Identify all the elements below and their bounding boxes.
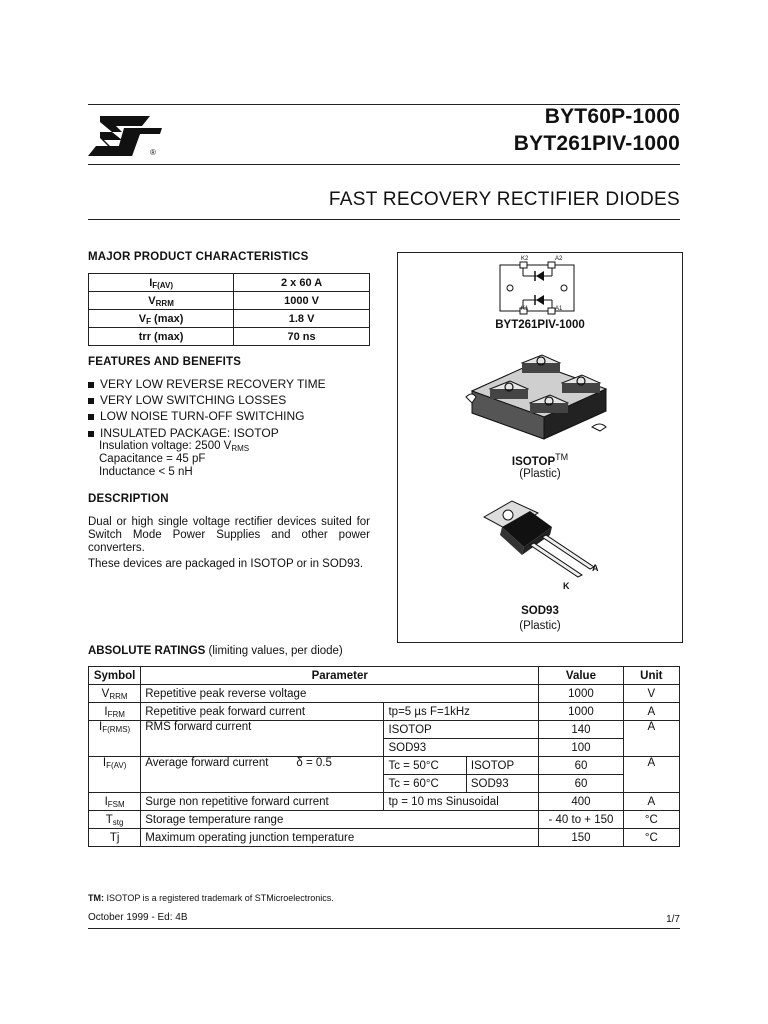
table-row	[89, 310, 370, 328]
st-logo	[88, 110, 168, 167]
row-condition: Tc = 50°C	[384, 757, 466, 775]
row-symbol: $I_{FSM}$	[89, 793, 141, 811]
row-symbol: $V_{RRM}$	[89, 685, 141, 703]
header-bottom-rule	[88, 164, 680, 165]
char-value: 1000 V	[234, 292, 370, 310]
row-value: - 40 to + 150	[539, 811, 623, 829]
feature-item: LOW NOISE TURN-OFF SWITCHING	[88, 409, 304, 423]
row-value: 140	[539, 721, 623, 739]
isotop-label: ISOTOP™	[511, 452, 569, 468]
bullet-icon	[88, 398, 94, 404]
bullet-icon	[88, 431, 94, 437]
table-row	[89, 829, 680, 847]
row-unit: A	[623, 721, 679, 757]
sod-pin-label-k: K	[563, 581, 570, 591]
row-value: 1000	[539, 703, 623, 721]
row-condition: tp=5 µs F=1kHz	[384, 703, 539, 721]
edition-date: October 1999 - Ed: 4B	[88, 912, 188, 923]
header-parameter: Parameter	[141, 667, 539, 685]
major-characteristics-table	[88, 273, 370, 346]
table-row	[89, 328, 370, 346]
major-characteristics-heading: MAJOR PRODUCT CHARACTERISTICS	[88, 251, 309, 263]
part-number-1: BYT60P-1000	[544, 105, 680, 128]
row-condition: tp = 10 ms Sinusoidal	[384, 793, 539, 811]
row-parameter: Surge non repetitive forward current	[141, 793, 384, 811]
isotop-type: (Plastic)	[519, 468, 561, 480]
bullet-icon	[88, 382, 94, 388]
char-value: 2 x 60 A	[234, 274, 370, 292]
feature-capacitance: Capacitance = 45 pF	[99, 453, 206, 465]
registered-mark: ®	[150, 148, 156, 157]
table-row	[89, 703, 680, 721]
row-unit: A	[623, 703, 679, 721]
header-unit: Unit	[623, 667, 679, 685]
feature-insulation-voltage: Insulation voltage: 2500 $V_{RMS}$	[99, 440, 250, 453]
row-symbol: $I_{FRM}$	[89, 703, 141, 721]
description-paragraph-2: These devices are packaged in ISOTOP or in SOD93.	[88, 558, 364, 570]
row-symbol: $T_{stg}$	[89, 811, 141, 829]
absolute-ratings-table	[88, 666, 680, 847]
row-condition: Tc = 60°C	[384, 775, 466, 793]
row-value: 60	[539, 757, 623, 775]
row-unit: V	[623, 685, 679, 703]
schematic-label: BYT261PIV-1000	[495, 319, 585, 331]
footer-rule	[88, 928, 680, 929]
char-symbol: $I_{F(AV)}$	[89, 274, 234, 292]
pin-label-a1: A1	[555, 306, 563, 312]
char-value: 70 ns	[234, 328, 370, 346]
table-row	[89, 811, 680, 829]
document-subtitle: FAST RECOVERY RECTIFIER DIODES	[328, 189, 680, 210]
row-unit: °C	[623, 829, 679, 847]
sod93-label: SOD93	[521, 605, 559, 617]
row-symbol: Tj	[89, 829, 141, 847]
header-value: Value	[539, 667, 623, 685]
row-package: SOD93	[466, 775, 538, 793]
table-row	[89, 793, 680, 811]
description-paragraph-1: Dual or high single voltage rectifier devices suited for Switch Mode Power Supplies and other power converters.	[88, 516, 370, 554]
bullet-icon	[88, 414, 94, 420]
row-value: 60	[539, 775, 623, 793]
feature-item: INSULATED PACKAGE: ISOTOP	[88, 426, 279, 440]
subtitle-rule	[88, 219, 680, 220]
row-symbol: $I_{F(AV)}$	[89, 757, 141, 793]
row-parameter: Repetitive peak reverse voltage	[141, 685, 539, 703]
feature-item: VERY LOW SWITCHING LOSSES	[88, 393, 286, 407]
table-header-row	[89, 667, 680, 685]
absolute-ratings-heading: ABSOLUTE RATINGS (limiting values, per diode)	[88, 645, 343, 657]
char-symbol: $V_F$ (max)	[89, 310, 234, 328]
trademark-note: TM: ISOTOP is a registered trademark of STMicroelectronics.	[88, 893, 334, 903]
features-heading: FEATURES AND BENEFITS	[88, 356, 242, 368]
sod93-type: (Plastic)	[519, 620, 561, 632]
sod93-package-drawing	[478, 497, 608, 593]
table-row	[89, 292, 370, 310]
char-symbol: $V_{RRM}$	[89, 292, 234, 310]
row-unit: °C	[623, 811, 679, 829]
row-value: 150	[539, 829, 623, 847]
description-heading: DESCRIPTION	[88, 493, 169, 505]
row-parameter: RMS forward current	[141, 721, 384, 757]
sod-pin-label-a: A	[592, 563, 599, 573]
duty-cycle: δ = 0.5	[296, 757, 332, 769]
schematic-diagram	[496, 261, 578, 315]
row-symbol: $I_{F(RMS)}$	[89, 721, 141, 757]
row-package: ISOTOP	[466, 757, 538, 775]
feature-inductance: Inductance < 5 nH	[99, 466, 193, 478]
row-condition: ISOTOP	[384, 721, 539, 739]
feature-item: VERY LOW REVERSE RECOVERY TIME	[88, 377, 326, 391]
row-value: 1000	[539, 685, 623, 703]
row-value: 100	[539, 739, 623, 757]
page-number: 1/7	[666, 914, 680, 925]
row-parameter: Average forward current δ = 0.5	[141, 757, 384, 793]
char-value: 1.8 V	[234, 310, 370, 328]
table-row	[89, 274, 370, 292]
pin-label-k1: K1	[521, 306, 529, 312]
row-value: 400	[539, 793, 623, 811]
pin-label-k2: K2	[521, 256, 529, 262]
row-parameter: Repetitive peak forward current	[141, 703, 384, 721]
char-symbol: trr (max)	[89, 328, 234, 346]
table-row	[89, 721, 680, 739]
pin-label-a2: A2	[555, 256, 563, 262]
row-parameter: Storage temperature range	[141, 811, 539, 829]
row-unit: A	[623, 793, 679, 811]
row-parameter: Maximum operating junction temperature	[141, 829, 539, 847]
isotop-package-drawing	[464, 349, 614, 445]
part-number-2: BYT261PIV-1000	[513, 132, 680, 155]
table-row	[89, 685, 680, 703]
row-unit: A	[623, 757, 679, 793]
table-row	[89, 757, 680, 775]
package-panel	[397, 252, 683, 643]
row-condition: SOD93	[384, 739, 539, 757]
header-symbol: Symbol	[89, 667, 141, 685]
